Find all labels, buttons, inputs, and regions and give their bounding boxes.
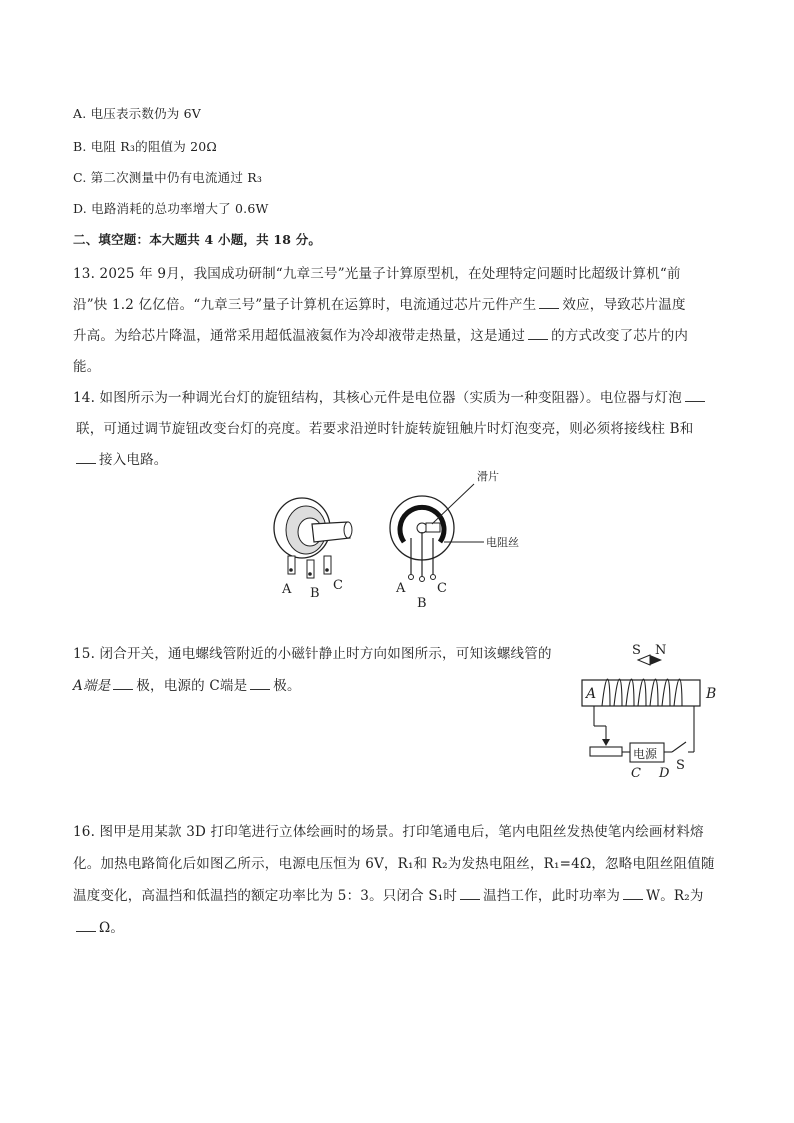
q15-line1: 15. 闭合开关，通电螺线管附近的小磁针静止时方向如图所示，可知该螺线管的 — [73, 646, 552, 662]
option-d: D. 电路消耗的总功率增大了 0.6W — [73, 201, 269, 216]
q16-line1: 16. 图甲是用某款 3D 打印笔进行立体绘画时的场景。打印笔通电后，笔内电阻丝发热使笔内绘画材料熔 — [73, 824, 704, 840]
answer-blank[interactable] — [113, 677, 133, 690]
answer-blank[interactable] — [76, 919, 96, 932]
q13-line4: 能。 — [73, 359, 101, 375]
section-heading: 二、填空题：本大题共 4 小题，共 18 分。 — [73, 232, 322, 247]
needle-n-label: N — [655, 643, 667, 658]
answer-blank[interactable] — [250, 677, 270, 690]
power-source-label: 电源 — [633, 747, 658, 761]
q13-line2: 沿”快 1.2 亿亿倍。“九章三号”量子计算机在运算时，电流通过芯片元件产生 效应，导致芯片温度 — [73, 297, 686, 313]
answer-blank[interactable] — [685, 389, 705, 402]
solenoid-a-label: A — [586, 686, 597, 702]
label-c: C — [333, 578, 343, 593]
terminal-c-label: C — [631, 766, 641, 781]
label-a: A — [396, 581, 406, 596]
label-b: B — [310, 586, 320, 601]
q14-line2: 联，可通过调节旋钮改变台灯的亮度。若要求沿逆时针旋转旋钮触片时灯泡变亮，则必须将接线柱 B和 — [76, 421, 694, 437]
q13-line1: 13. 2025 年 9月，我国成功研制“九章三号”光量子计算原型机，在处理特定问题时比超级计算机“前 — [73, 266, 681, 282]
solenoid-b-label: B — [706, 686, 717, 702]
switch-label: S — [676, 758, 685, 773]
label-c: C — [437, 581, 447, 596]
resistance-wire-label: 电阻丝 — [486, 536, 519, 549]
answer-blank[interactable] — [76, 451, 96, 464]
option-c: C. 第二次测量中仍有电流通过 R₃ — [73, 170, 263, 185]
answer-blank[interactable] — [460, 887, 480, 900]
q15-line2: A端是 极，电源的 C端是 极。 — [73, 678, 301, 694]
slider-label: 滑片 — [477, 470, 499, 483]
label-b: B — [417, 596, 427, 611]
option-a: A. 电压表示数仍为 6V — [73, 106, 202, 121]
potentiometer-figure — [260, 466, 550, 614]
q16-line2: 化。加热电路简化后如图乙所示，电源电压恒为 6V，R₁和 R₂为发热电阻丝，R₁=4Ω，忽略电阻丝阻值随 — [73, 856, 715, 872]
answer-blank[interactable] — [528, 327, 548, 340]
q13-line3: 升高。为给芯片降温，通常采用超低温液氦作为冷却液带走热量，这是通过 的方式改变了芯片的内 — [73, 328, 689, 344]
needle-s-label: S — [632, 643, 641, 658]
terminal-d-label: D — [659, 766, 670, 781]
answer-blank[interactable] — [539, 296, 559, 309]
answer-blank[interactable] — [623, 887, 643, 900]
solenoid-figure — [576, 638, 726, 783]
q14-line3: 接入电路。 — [73, 448, 168, 468]
label-a: A — [282, 582, 292, 597]
q16-line3: 温度变化，高温挡和低温挡的额定功率比为 5：3。只闭合 S₁时 温挡工作，此时功率为 W。R₂为 — [73, 888, 704, 904]
option-b: B. 电阻 R₃的阻值为 20Ω — [73, 139, 217, 154]
q16-line4: Ω。 — [73, 916, 124, 936]
q14-line1: 14. 如图所示为一种调光台灯的旋钮结构，其核心元件是电位器（实质为一种变阻器）。电位器与灯泡 — [73, 386, 708, 406]
